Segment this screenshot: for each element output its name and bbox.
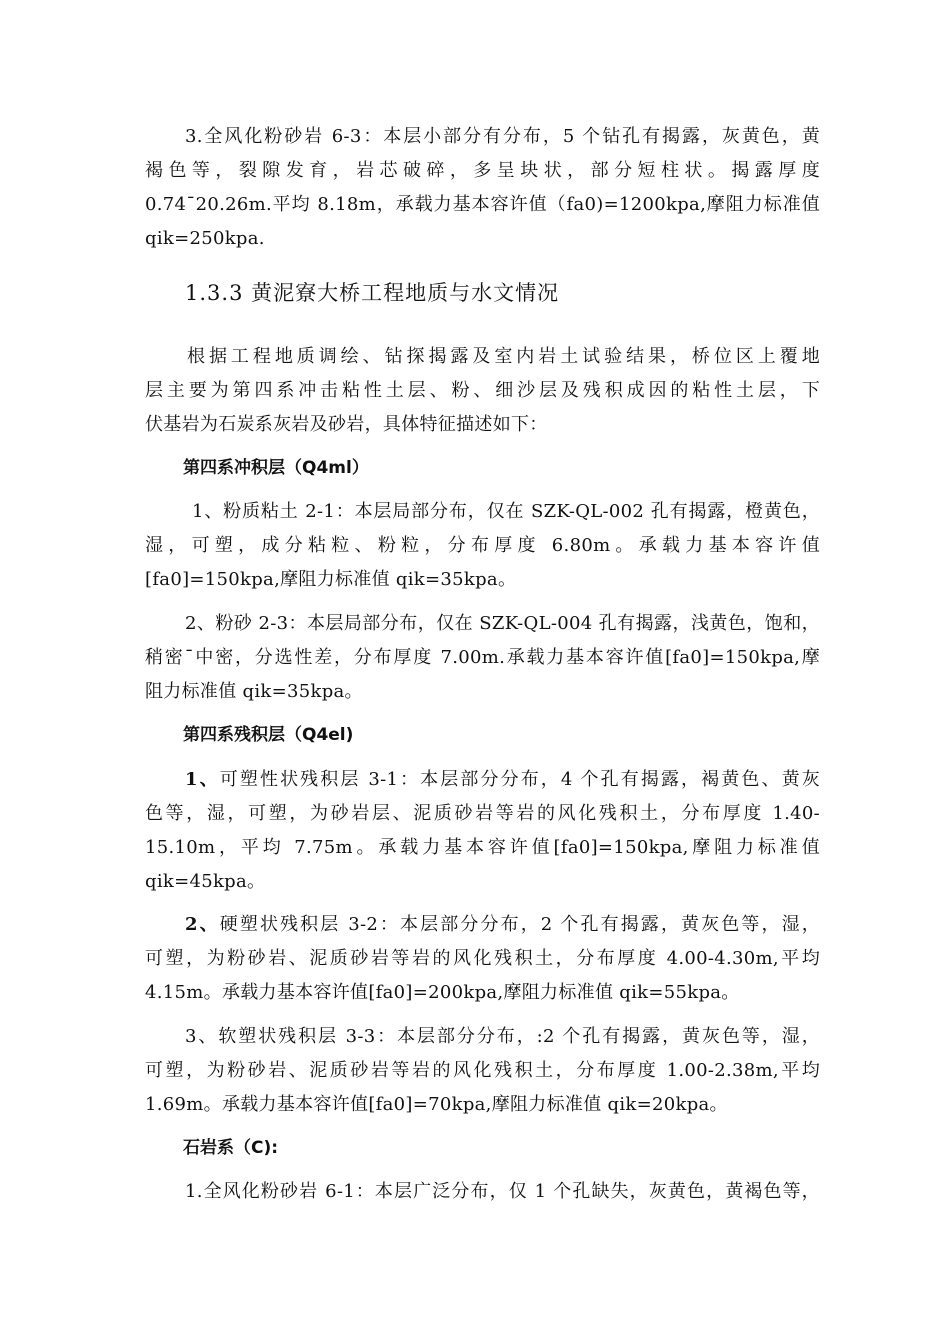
text-line-content: 硬塑状残积层 3-2：本层部分分布，2 个孔有揭露，黄灰色等，湿， xyxy=(219,914,821,935)
text-line: 阻力标准值 qik=35kpa。 xyxy=(145,681,363,702)
paragraph-silty-clay-2-1 xyxy=(145,495,820,597)
subheading-quaternary-residual: 第四系残积层（Q4el) xyxy=(183,725,354,745)
text-line xyxy=(145,908,820,942)
subheading-quaternary-alluvial: 第四系冲积层（Q4ml） xyxy=(183,458,369,478)
text-line: 3.全风化粉砂岩 6-3：本层小部分有分布，5 个钻孔有揭露，灰黄色，黄 xyxy=(185,126,820,147)
paragraph-silt-sand-2-3 xyxy=(145,607,820,709)
text-line: 2、粉砂 2-3：本层局部分布，仅在 SZK-QL-004 孔有揭露，浅黄色，饱和， xyxy=(185,613,820,634)
paragraph-weathered-siltstone-6-3 xyxy=(145,120,820,256)
subheading-carboniferous: 石岩系（C): xyxy=(183,1138,279,1158)
text-line-content: 可塑性状残积层 3-1：本层部分分布，4 个孔有揭露，褐黄色、黄灰 xyxy=(219,769,821,790)
text-line: 可塑，为粉砂岩、泥质砂岩等岩的风化残积土，分布厚度 1.00-2.38m,平均 xyxy=(145,1060,820,1081)
text-line: 1、粉质粘土 2-1：本层局部分布，仅在 SZK-QL-002 孔有揭露，橙黄色， xyxy=(192,501,820,522)
text-line: 稍密¯中密，分选性差，分布厚度 7.00m.承载力基本容许值[fa0]=150kpa,摩 xyxy=(145,647,820,668)
list-number: 1、 xyxy=(185,769,220,790)
paragraph-plastic-residual-3-1 xyxy=(145,763,820,899)
text-line: 1.全风化粉砂岩 6-1：本层广泛分布，仅 1 个孔缺失，灰黄色，黄褐色等， xyxy=(185,1181,820,1202)
text-line: qik=45kpa。 xyxy=(145,871,266,892)
text-line: 伏基岩为石炭系灰岩及砂岩，具体特征描述如下： xyxy=(145,414,548,435)
text-line: 湿，可塑，成分粘粒、粉粒，分布厚度 6.80m。承载力基本容许值 xyxy=(145,535,820,556)
text-line: qik=250kpa. xyxy=(145,228,265,249)
text-line: 根据工程地质调绘、钻探揭露及室内岩土试验结果，桥位区上覆地 xyxy=(187,346,820,367)
paragraph-geology-overview xyxy=(145,340,820,442)
paragraph-hard-plastic-residual-3-2 xyxy=(145,908,820,1010)
text-line: 15.10m，平均 7.75m。承载力基本容许值[fa0]=150kpa,摩阻力标准值 xyxy=(145,837,820,858)
text-line: 1.69m。承载力基本容许值[fa0]=70kpa,摩阻力标准值 qik=20kpa。 xyxy=(145,1094,728,1115)
text-line: 可塑，为粉砂岩、泥质砂岩等岩的风化残积土，分布厚度 4.00-4.30m,平均 xyxy=(145,948,820,969)
text-line xyxy=(145,763,820,797)
text-line: [fa0]=150kpa,摩阻力标准值 qik=35kpa。 xyxy=(145,569,517,590)
list-number: 2、 xyxy=(185,914,220,935)
section-heading-1-3-3: 1.3.3 黄泥寮大桥工程地质与水文情况 xyxy=(185,281,560,305)
text-line: 0.74¯20.26m.平均 8.18m，承载力基本容许值（fa0)=1200kpa,摩阻力标准值 xyxy=(145,194,820,215)
text-line: 色等，湿，可塑，为砂岩层、泥质砂岩等岩的风化残积土，分布厚度 1.40- xyxy=(145,803,820,824)
text-line: 层主要为第四系冲击粘性土层、粉、细沙层及残积成因的粘性土层，下 xyxy=(145,380,820,401)
text-line: 3、软塑状残积层 3-3：本层部分分布，:2 个孔有揭露，黄灰色等，湿， xyxy=(185,1026,820,1047)
paragraph-soft-plastic-residual-3-3 xyxy=(145,1020,820,1122)
text-line: 褐色等，裂隙发育，岩芯破碎，多呈块状，部分短柱状。揭露厚度 xyxy=(145,160,820,181)
paragraph-weathered-siltstone-6-1 xyxy=(145,1175,820,1209)
text-line: 4.15m。承载力基本容许值[fa0]=200kpa,摩阻力标准值 qik=55kpa。 xyxy=(145,982,740,1003)
